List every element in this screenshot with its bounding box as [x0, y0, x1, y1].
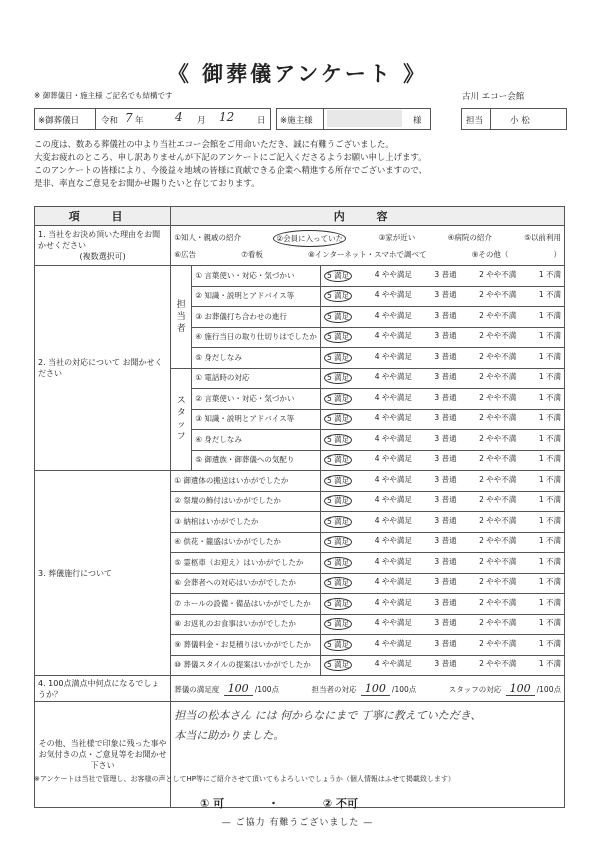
q1-option-selected[interactable]: ②会員に入っていた	[273, 230, 346, 247]
rating-2[interactable]: 2 やや不満	[479, 413, 517, 423]
score-value[interactable]: 100	[224, 682, 253, 696]
rating-3[interactable]: 3 普通	[434, 495, 457, 505]
score-label: 葬儀の満足度	[174, 684, 220, 694]
rating-4[interactable]: 4 やや満足	[374, 659, 412, 669]
rating-4[interactable]: 4 やや満足	[374, 577, 412, 587]
rating-5-selected[interactable]: 5 満足	[324, 639, 352, 651]
q3-item: ② 祭壇の飾付はいかがでしたか	[171, 491, 321, 512]
rating-3[interactable]: 3 普通	[434, 659, 457, 669]
q5-row	[35, 702, 565, 808]
rating-2[interactable]: 2 やや不満	[479, 495, 517, 505]
date-day-unit: 日	[257, 116, 266, 126]
rating-5-selected[interactable]: 5 満足	[324, 413, 352, 425]
rating-cell	[321, 532, 565, 553]
rating-cell	[321, 368, 565, 389]
rating-3[interactable]: 3 普通	[434, 638, 457, 648]
rating-4[interactable]: 4 やや満足	[374, 310, 412, 320]
rating-4[interactable]: 4 やや満足	[374, 413, 412, 423]
q4-scores	[171, 676, 565, 702]
rating-5-selected[interactable]: 5 満足	[324, 598, 352, 610]
rating-2[interactable]: 2 やや不満	[479, 515, 517, 525]
rating-2[interactable]: 2 やや不満	[479, 310, 517, 320]
rating-5-selected[interactable]: 5 満足	[324, 659, 352, 671]
rating-4[interactable]: 4 やや満足	[374, 351, 412, 361]
rating-2[interactable]: 2 やや不満	[479, 392, 517, 402]
rating-3[interactable]: 3 普通	[434, 331, 457, 341]
rating-5-selected[interactable]: 5 満足	[324, 454, 352, 466]
sponsor-box	[276, 108, 431, 130]
rating-1[interactable]: 1 不満	[538, 536, 561, 546]
rating-4[interactable]: 4 やや満足	[374, 372, 412, 382]
consent-no[interactable]: ② 不可	[322, 797, 358, 810]
intro-line: 大変お疲れのところ、申し訳ありませんが下記のアンケートにご記入くださるようお願い申し上げます。	[34, 152, 427, 162]
q2-item: ① 言葉使い・対応・気づかい	[192, 266, 321, 287]
rating-3[interactable]: 3 普通	[434, 577, 457, 587]
q1-option[interactable]: ⑤以前利用	[524, 232, 561, 242]
q3-item: ① 御遺体の搬送はいかがでしたか	[171, 471, 321, 492]
rating-5-selected[interactable]: 5 満足	[324, 352, 352, 364]
comment-line: 担当の松本さん には 何からなにまで 丁寧に教えていただき、	[174, 709, 482, 722]
q3-item: ③ 納棺はいかがでしたか	[171, 512, 321, 533]
q1-row	[35, 226, 565, 266]
rating-cell	[321, 450, 565, 471]
rating-4[interactable]: 4 やや満足	[374, 290, 412, 300]
rating-2[interactable]: 2 やや不満	[479, 290, 517, 300]
q1-option-close: ）	[553, 249, 561, 259]
q3-label: 3. 葬儀施行について	[35, 471, 171, 676]
rating-3[interactable]: 3 普通	[434, 556, 457, 566]
rating-cell	[321, 655, 565, 676]
rating-3[interactable]: 3 普通	[434, 413, 457, 423]
rating-2[interactable]: 2 やや不満	[479, 454, 517, 464]
intro-line: この度は、数ある葬儀社の中より当社エコー会館をご用命いただき、誠に有難うございました。	[34, 139, 394, 149]
staff-box	[461, 108, 567, 130]
rating-4[interactable]: 4 やや満足	[374, 474, 412, 484]
date-year-unit: 年	[135, 116, 144, 126]
rating-4[interactable]: 4 やや満足	[374, 618, 412, 628]
rating-5-selected[interactable]: 5 満足	[324, 311, 352, 323]
q2-item: ② 知識・説明とアドバイス等	[192, 286, 321, 307]
footer-note: ※アンケートは当社で管理し、お客様の声としてHP等にご紹介させて頂いてもよろしいでしょうか（個人情報はふせて掲載致します）	[34, 775, 455, 783]
rating-cell	[321, 327, 565, 348]
sponsor-label: ※施主様	[280, 116, 313, 126]
q2-item: ③ 知識・説明とアドバイス等	[192, 409, 321, 430]
q5-label: その他、当社様で印象に残った事やお気付きの点・ご意見等をお聞かせ下さい	[35, 702, 171, 808]
score-satisfaction: 葬儀の満足度 100 /100点	[174, 681, 280, 695]
date-day-value[interactable]: 12	[219, 110, 235, 124]
staff-label: 担当	[466, 116, 484, 126]
score-unit: 100点	[394, 684, 417, 694]
rating-cell	[321, 307, 565, 328]
rating-2[interactable]: 2 やや不満	[479, 372, 517, 382]
q3-item: ⑨ 葬儀料金・お見積りはいかがでしたか	[171, 635, 321, 656]
rating-3[interactable]: 3 普通	[434, 433, 457, 443]
rating-cell	[321, 512, 565, 533]
rating-5-selected[interactable]: 5 満足	[324, 577, 352, 589]
rating-3[interactable]: 3 普通	[434, 310, 457, 320]
rating-3[interactable]: 3 普通	[434, 515, 457, 525]
rating-1[interactable]: 1 不満	[538, 269, 561, 279]
q1-option[interactable]: ⑦看板	[241, 249, 263, 259]
rating-cell	[321, 594, 565, 615]
rating-3[interactable]: 3 普通	[434, 392, 457, 402]
date-year-value[interactable]: 7	[125, 111, 133, 125]
rating-3[interactable]: 3 普通	[434, 351, 457, 361]
q1-option[interactable]: ⑧インターネット・スマホで調べて	[308, 249, 427, 259]
rating-5-selected[interactable]: 5 満足	[324, 270, 352, 282]
q2-item: ① 電話時の対応	[192, 368, 321, 389]
q2-item: ④ 身だしなみ	[192, 430, 321, 451]
rating-1[interactable]: 1 不満	[538, 433, 561, 443]
intro-line: このアンケートの皆様により、今後益々地域の皆様に貢献できる企業へ精進する所存でございますので、	[34, 165, 427, 175]
q3-item: ④ 供花・籠盛はいかがでしたか	[171, 532, 321, 553]
rating-1[interactable]: 1 不満	[538, 556, 561, 566]
rating-1[interactable]: 1 不満	[538, 618, 561, 628]
rating-3[interactable]: 3 普通	[434, 536, 457, 546]
rating-1[interactable]: 1 不満	[538, 638, 561, 648]
q3-row	[35, 471, 565, 492]
comment-field[interactable]	[171, 702, 565, 808]
rating-4[interactable]: 4 やや満足	[374, 433, 412, 443]
rating-4[interactable]: 4 やや満足	[374, 556, 412, 566]
q1-options	[171, 226, 565, 266]
rating-1[interactable]: 1 不満	[538, 331, 561, 341]
rating-5-selected[interactable]: 5 満足	[324, 434, 352, 446]
score-label: スタッフの対応	[448, 684, 502, 694]
q2-group1-label: 担当者	[171, 266, 192, 369]
score-label: 担当者の対応	[311, 684, 357, 694]
rating-cell	[321, 471, 565, 492]
rating-2[interactable]: 2 やや不満	[479, 597, 517, 607]
q2-group2-label: スタッフ	[171, 368, 192, 471]
date-era: 令和	[101, 116, 119, 126]
rating-5-selected[interactable]: 5 満足	[324, 536, 352, 548]
q3-item: ⑤ 霊柩車（お迎え）はいかがでしたか	[171, 553, 321, 574]
survey-table	[34, 206, 565, 808]
q2-item: ③ お葬儀打ち合わせの進行	[192, 307, 321, 328]
q4-label: 4. 100点満点中何点になるでしょうか？	[35, 676, 171, 702]
rating-3[interactable]: 3 普通	[434, 372, 457, 382]
rating-1[interactable]: 1 不満	[538, 597, 561, 607]
rating-1[interactable]: 1 不満	[538, 310, 561, 320]
rating-4[interactable]: 4 やや満足	[374, 495, 412, 505]
rating-3[interactable]: 3 普通	[434, 290, 457, 300]
rating-5-selected[interactable]: 5 満足	[324, 557, 352, 569]
q1-label-text: 1. 当社をお決め頂いた理由をお聞かせください	[38, 230, 161, 250]
funeral-date-box	[34, 108, 271, 130]
score-staff: スタッフの対応 100 /100点	[448, 681, 561, 695]
rating-1[interactable]: 1 不満	[538, 515, 561, 525]
q2-item: ⑤ 御遺族・御葬儀への気配り	[192, 450, 321, 471]
rating-2[interactable]: 2 やや不満	[479, 536, 517, 546]
rating-4[interactable]: 4 やや満足	[374, 515, 412, 525]
q1-option[interactable]: ③家が近い	[378, 232, 416, 242]
consent-yes[interactable]: ① 可	[200, 797, 225, 810]
rating-2[interactable]: 2 やや不満	[479, 269, 517, 279]
rating-cell	[321, 553, 565, 574]
funeral-date-label: ※御葬儀日	[38, 116, 80, 126]
thanks-message: — ご協力 有難うございました —	[221, 818, 374, 828]
rating-3[interactable]: 3 普通	[434, 474, 457, 484]
q2-item: ⑤ 身だしなみ	[192, 348, 321, 369]
rating-2[interactable]: 2 やや不満	[479, 659, 517, 669]
rating-2[interactable]: 2 やや不満	[479, 474, 517, 484]
header-item: 項 目	[35, 207, 171, 226]
rating-1[interactable]: 1 不満	[538, 372, 561, 382]
company-name: 古川 エコー会館	[462, 92, 525, 102]
date-month-value[interactable]: 4	[175, 110, 183, 124]
consent-choice	[200, 795, 358, 811]
q1-option[interactable]: ④病院の紹介	[447, 232, 492, 242]
rating-2[interactable]: 2 やや不満	[479, 351, 517, 361]
page-title: 《 御葬儀アンケート 》	[167, 62, 428, 86]
q1-option[interactable]: ①知人・親戚の紹介	[174, 232, 242, 242]
rating-5-selected[interactable]: 5 満足	[324, 393, 352, 405]
q1-options-line2	[174, 247, 561, 262]
rating-3[interactable]: 3 普通	[434, 597, 457, 607]
rating-cell	[321, 614, 565, 635]
rating-5-selected[interactable]: 5 満足	[324, 495, 352, 507]
rating-5-selected[interactable]: 5 満足	[324, 516, 352, 528]
rating-3[interactable]: 3 普通	[434, 618, 457, 628]
date-month-unit: 月	[197, 116, 206, 126]
score-unit: 100点	[539, 684, 561, 694]
q3-item: ⑦ ホールの設備・備品はいかがでしたか	[171, 594, 321, 615]
q3-item: ⑥ 会葬者への対応はいかがでしたか	[171, 573, 321, 594]
q4-row	[35, 676, 565, 702]
rating-2[interactable]: 2 やや不満	[479, 618, 517, 628]
rating-2[interactable]: 2 やや不満	[479, 331, 517, 341]
rating-4[interactable]: 4 やや満足	[374, 597, 412, 607]
rating-4[interactable]: 4 やや満足	[374, 331, 412, 341]
rating-2[interactable]: 2 やや不満	[479, 577, 517, 587]
q2-item: ② 言葉使い・対応・気づかい	[192, 389, 321, 410]
score-unit: 100点	[257, 684, 280, 694]
intro-line: 是非、率直なご意見をお聞かせ賜りたいと存じております。	[34, 178, 260, 188]
rating-1[interactable]: 1 不満	[538, 392, 561, 402]
q1-option[interactable]: ⑥広告	[174, 249, 197, 259]
intro-text	[34, 138, 574, 190]
q2-label: 2. 当社の対応について お聞かせください	[35, 266, 171, 471]
rating-2[interactable]: 2 やや不満	[479, 556, 517, 566]
score-value[interactable]: 100	[361, 682, 390, 696]
rating-cell	[321, 635, 565, 656]
rating-cell	[321, 573, 565, 594]
q1-sub: (複数選択可)	[79, 252, 126, 261]
rating-2[interactable]: 2 やや不満	[479, 433, 517, 443]
q1-option[interactable]: ⑨その他（	[471, 249, 509, 259]
score-value[interactable]: 100	[506, 682, 535, 696]
q1-options-line1	[174, 230, 561, 247]
rating-cell	[321, 491, 565, 512]
rating-cell	[321, 430, 565, 451]
rating-4[interactable]: 4 やや満足	[374, 392, 412, 402]
rating-cell	[321, 266, 565, 287]
rating-1[interactable]: 1 不満	[538, 290, 561, 300]
rating-5-selected[interactable]: 5 満足	[324, 331, 352, 343]
rating-1[interactable]: 1 不満	[538, 351, 561, 361]
rating-3[interactable]: 3 普通	[434, 269, 457, 279]
rating-1[interactable]: 1 不満	[538, 454, 561, 464]
rating-1[interactable]: 1 不満	[538, 577, 561, 587]
rating-cell	[321, 348, 565, 369]
rating-4[interactable]: 4 やや満足	[374, 638, 412, 648]
q3-item: ⑧ お返礼のお食事はいかがでしたか	[171, 614, 321, 635]
q3-item: ⑩ 葬儀スタイルの提案はいかがでしたか	[171, 655, 321, 676]
rating-1[interactable]: 1 不満	[538, 474, 561, 484]
rating-1[interactable]: 1 不満	[538, 413, 561, 423]
top-note: ※ 御葬儀日・施主様 ご記名でも結構です	[34, 91, 173, 100]
rating-4[interactable]: 4 やや満足	[374, 269, 412, 279]
comment-line: 本当に助かりました。	[174, 729, 285, 742]
staff-value: 小 松	[510, 116, 530, 126]
rating-5-selected[interactable]: 5 満足	[324, 475, 352, 487]
rating-2[interactable]: 2 やや不満	[479, 638, 517, 648]
q1-label	[35, 226, 171, 266]
rating-5-selected[interactable]: 5 満足	[324, 372, 352, 384]
rating-5-selected[interactable]: 5 満足	[324, 290, 352, 302]
rating-5-selected[interactable]: 5 満足	[324, 618, 352, 630]
score-staff-in-charge: 担当者の対応 100 /100点	[311, 681, 417, 695]
rating-1[interactable]: 1 不満	[538, 495, 561, 505]
rating-4[interactable]: 4 やや満足	[374, 536, 412, 546]
q2-row	[35, 266, 565, 287]
sponsor-name-field[interactable]	[327, 110, 402, 127]
rating-3[interactable]: 3 普通	[434, 454, 457, 464]
consent-separator: ・	[268, 797, 279, 810]
rating-4[interactable]: 4 やや満足	[374, 454, 412, 464]
header-content: 内 容	[171, 207, 565, 226]
sponsor-suffix: 様	[413, 116, 422, 126]
q2-item: ④ 施行当日の取り仕切りはでしたか	[192, 327, 321, 348]
rating-cell	[321, 389, 565, 410]
rating-cell	[321, 409, 565, 430]
rating-cell	[321, 286, 565, 307]
rating-1[interactable]: 1 不満	[538, 659, 561, 669]
